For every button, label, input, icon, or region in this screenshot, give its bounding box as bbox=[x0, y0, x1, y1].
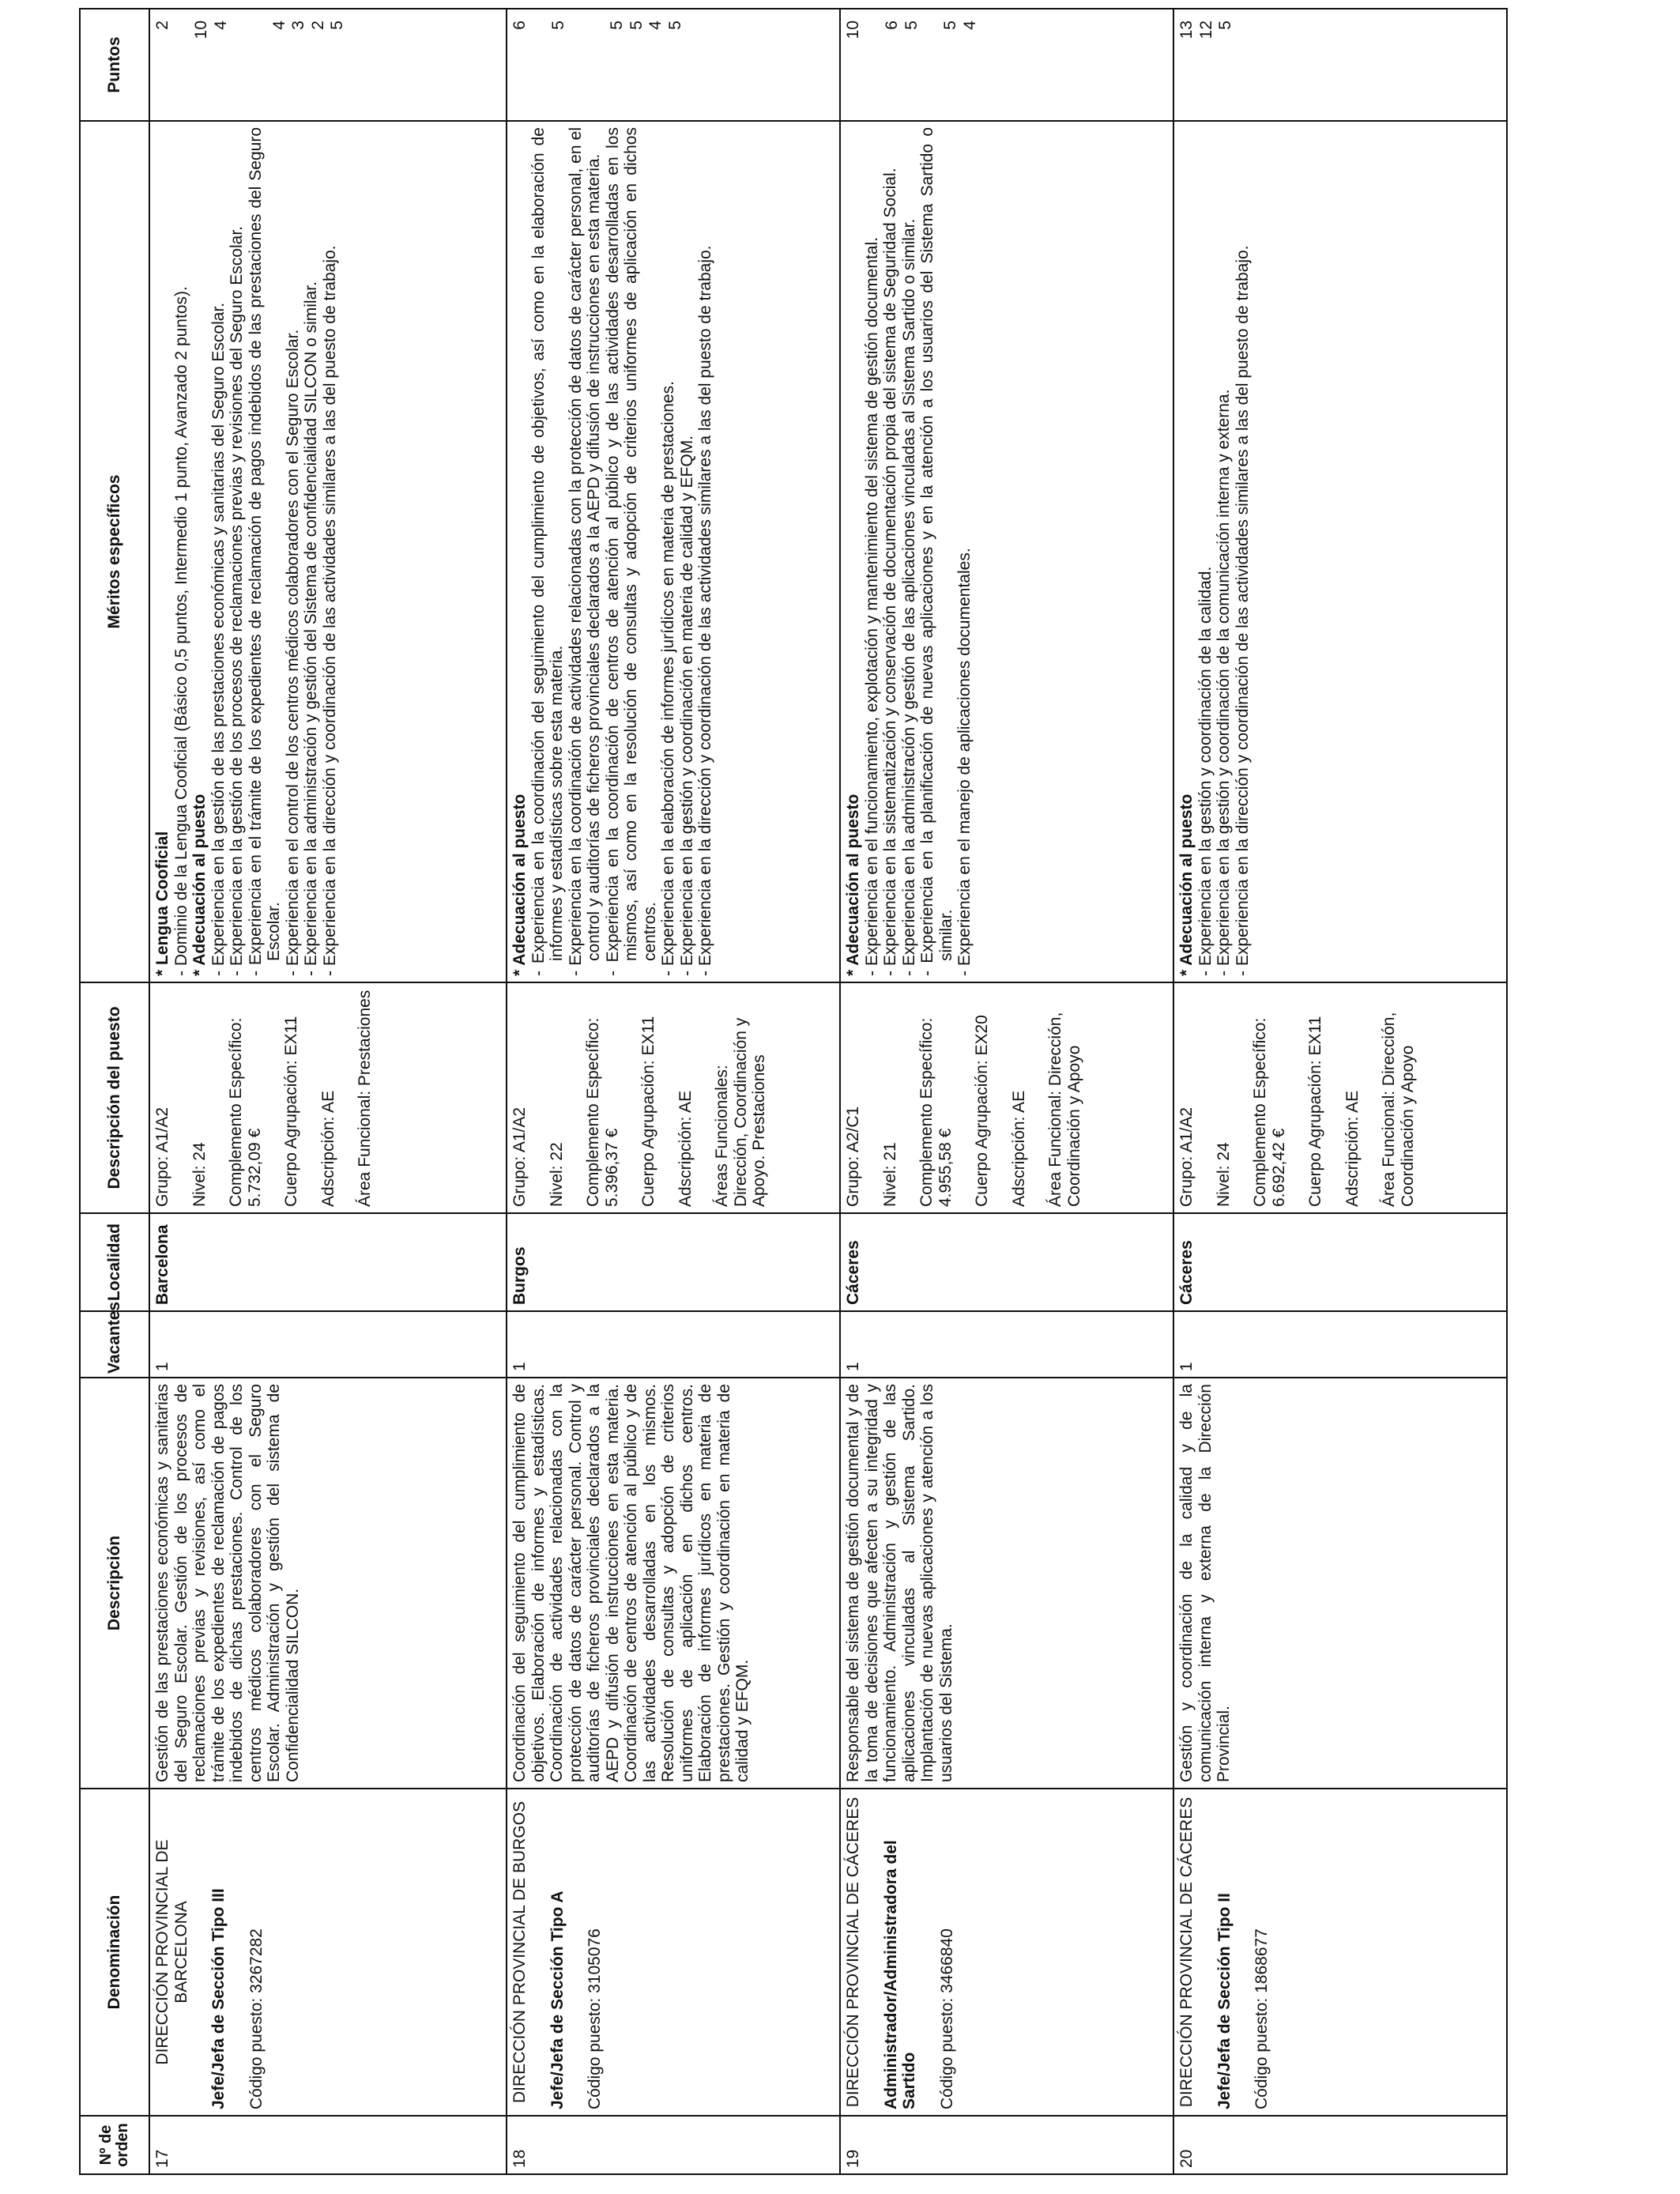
points-value: 2 bbox=[153, 21, 171, 30]
puesto-line: Cuerpo Agrupación: EX11 bbox=[282, 1016, 301, 1207]
points-value: 5 bbox=[665, 21, 684, 30]
header-orden: Nº de orden bbox=[80, 2116, 149, 2174]
puesto-line: Área Funcional: Dirección, Coordinación y Apoyo bbox=[1380, 1012, 1417, 1207]
merit-heading: * Adecuación al puesto bbox=[844, 794, 862, 976]
points-value: 5 bbox=[940, 21, 959, 30]
job-title: Administrador/Administradora del Sartido bbox=[881, 1840, 919, 2109]
points-value: 5 bbox=[607, 21, 626, 30]
points-value: 6 bbox=[510, 21, 529, 30]
points-spacer bbox=[864, 21, 883, 115]
denominacion-cell bbox=[149, 1789, 507, 2116]
table-row bbox=[507, 9, 840, 2174]
points-value: 4 bbox=[646, 21, 665, 30]
localidad-cell: Burgos bbox=[507, 1213, 840, 1311]
points-value: 2 bbox=[308, 21, 327, 30]
localidad-cell: Cáceres bbox=[1173, 1213, 1507, 1311]
header-denominacion: Denominación bbox=[80, 1789, 149, 2116]
puesto-line: Cuerpo Agrupación: EX11 bbox=[1306, 1016, 1325, 1207]
positions-table bbox=[79, 8, 1508, 2175]
department-name: DIRECCIÓN PROVINCIAL DE BURGOS bbox=[510, 1801, 529, 2103]
header-row bbox=[80, 9, 149, 2174]
table-row bbox=[1173, 9, 1507, 2174]
orden-cell: 19 bbox=[840, 2116, 1173, 2174]
points-spacer bbox=[588, 21, 608, 115]
merit-heading: * Lengua Cooficial bbox=[153, 831, 171, 976]
position-code: Código puesto: 3267282 bbox=[247, 1928, 266, 2109]
merit-item: - Experiencia en la administración y gestión del Sistema de confidencialidad SILCON o similar. bbox=[302, 281, 321, 976]
points-value: 5 bbox=[902, 21, 921, 30]
puesto-cell bbox=[507, 982, 840, 1213]
puesto-line: Complemento Específico: 5.396,37 € bbox=[584, 1017, 621, 1207]
descripcion-cell: Gestión de las prestaciones económicas y sanitarias del Seguro Escolar. Gestión de los procesos de reclamaciones previas y revisiones, así como el trámite de los expedientes de reclamación de pagos indebidos de dichas prestaciones. Control de los centros médicos colaboradores con el Seguro Escolar. Administración y gestión del sistema de Confidencialidad SILCON. bbox=[149, 1378, 507, 1789]
table-body bbox=[149, 9, 1507, 2174]
puesto-cell bbox=[840, 982, 1173, 1213]
merit-heading: * Adecuación al puesto bbox=[190, 794, 209, 976]
puesto-line: Nivel: 21 bbox=[880, 1142, 899, 1207]
puesto-line: Cuerpo Agrupación: EX11 bbox=[639, 1016, 658, 1207]
puntos-cell bbox=[149, 9, 507, 121]
points-spacer bbox=[173, 21, 193, 115]
merit-item: - Experiencia en la sistematización y conservación de documentación propia del sistema de Seguridad Social. bbox=[881, 168, 900, 976]
orden-cell: 17 bbox=[149, 2116, 507, 2174]
merit-item: - Experiencia en la gestión y coordinación de la comunicación interna y externa. bbox=[1215, 389, 1234, 976]
puesto-line: Área Funcional: Dirección, Coordinación y Apoyo bbox=[1046, 1012, 1083, 1207]
position-code: Código puesto: 3105076 bbox=[586, 1928, 605, 2109]
meritos-cell bbox=[507, 121, 840, 982]
puesto-line: Adscripción: AE bbox=[318, 1090, 337, 1207]
points-value: 4 bbox=[211, 21, 230, 30]
meritos-cell bbox=[149, 121, 507, 982]
merit-item: - Dominio de la Lengua Cooficial (Básico 0,5 puntos, Intermedio 1 punto, Avanzado 2 puntos). bbox=[171, 286, 190, 976]
puesto-line: Adscripción: AE bbox=[676, 1090, 695, 1207]
vacantes-cell: 1 bbox=[1173, 1311, 1507, 1378]
rotated-page bbox=[79, 9, 1501, 2175]
puesto-line: Grupo: A1/A2 bbox=[510, 1106, 529, 1207]
job-title: Jefe/Jefa de Sección Tipo III bbox=[209, 1888, 228, 2109]
merit-item: - Experiencia en la planificación de nuevas aplicaciones y en la atención a los usuarios del Sistema Sartido o similar. bbox=[918, 127, 955, 976]
merit-item: - Experiencia en la coordinación de actividades relacionadas con la protección de datos de carácter personal, en el control y auditorías de ficheros provinciales declarados a la AEPD y difusión de instrucciones en esta materia. bbox=[566, 127, 604, 976]
points-value: 10 bbox=[844, 21, 862, 40]
merit-item: - Experiencia en la gestión y coordinación en materia de calidad y EFQM. bbox=[677, 435, 696, 976]
points-value: 10 bbox=[192, 21, 211, 40]
points-spacer bbox=[530, 21, 550, 115]
merit-item: - Experiencia en la coordinación de centros de atención al público y de las actividades desarrolladas en los mismos, así como en la resolución de consultas y adopción de criterios uniformes de aplicación en dichos centros. bbox=[603, 127, 659, 976]
merit-item: - Experiencia en la gestión de los procesos de reclamaciones previas y revisiones del Seguro Escolar. bbox=[228, 226, 247, 976]
vacantes-cell: 1 bbox=[507, 1311, 840, 1378]
puntos-cell bbox=[840, 9, 1173, 121]
department-name: DIRECCIÓN PROVINCIAL DE CÁCERES bbox=[1177, 1796, 1196, 2108]
puntos-cell bbox=[1173, 9, 1507, 121]
points-value: 6 bbox=[883, 21, 902, 30]
job-title: Jefe/Jefa de Sección Tipo A bbox=[548, 1891, 567, 2109]
meritos-cell bbox=[1173, 121, 1507, 982]
puesto-line: Nivel: 24 bbox=[1214, 1142, 1233, 1207]
descripcion-cell: Responsable del sistema de gestión documental y de la toma de decisiones que afecten a su integridad y funcionamiento. Administración y gestión de las aplicaciones vinculadas al Sistema Sartido. Implantación de nuevas aplicaciones y atención a los usuarios del Sistema. bbox=[840, 1378, 1173, 1789]
orden-cell: 18 bbox=[507, 2116, 840, 2174]
table-row bbox=[840, 9, 1173, 2174]
points-value: 5 bbox=[549, 21, 568, 30]
header-puntos: Puntos bbox=[80, 9, 149, 121]
puesto-line: Áreas Funcionales: Dirección, Coordinación y Apoyo. Prestaciones bbox=[713, 1017, 769, 1207]
merit-heading: * Adecuación al puesto bbox=[1177, 794, 1196, 976]
puesto-line: Área Funcional: Prestaciones bbox=[356, 990, 375, 1207]
puesto-line: Nivel: 22 bbox=[547, 1142, 566, 1207]
points-value: 3 bbox=[289, 21, 308, 30]
points-value: 5 bbox=[1216, 21, 1235, 30]
points-value: 4 bbox=[960, 21, 979, 30]
merit-item: - Experiencia en la gestión y coordinación de la calidad. bbox=[1196, 566, 1215, 976]
merit-item: - Experiencia en el trámite de los expedientes de reclamación de pagos indebidos de las prestaciones del Seguro Escolar. bbox=[246, 127, 284, 976]
vacantes-cell: 1 bbox=[840, 1311, 1173, 1378]
puesto-cell bbox=[1173, 982, 1507, 1213]
points-value: 5 bbox=[627, 21, 646, 30]
meritos-cell bbox=[840, 121, 1173, 982]
points-value: 5 bbox=[328, 21, 347, 30]
denominacion-cell bbox=[1173, 1789, 1507, 2116]
merit-item: - Experiencia en el manejo de aplicaciones documentales. bbox=[955, 548, 974, 976]
points-spacer bbox=[231, 21, 250, 115]
points-value: 13 bbox=[1177, 21, 1196, 40]
merit-item: - Experiencia en el control de los centros médicos colaboradores con el Seguro Escolar. bbox=[283, 329, 302, 976]
merit-item: - Experiencia en la dirección y coordinación de las actividades similares a las del puesto de trabajo. bbox=[1233, 245, 1252, 976]
department-name: DIRECCIÓN PROVINCIAL DE BARCELONA bbox=[153, 1839, 190, 2065]
puesto-line: Adscripción: AE bbox=[1009, 1090, 1028, 1207]
merit-item: - Experiencia en la elaboración de informes jurídicos en materia de prestaciones. bbox=[659, 381, 678, 976]
localidad-cell: Cáceres bbox=[840, 1213, 1173, 1311]
descripcion-cell: Coordinación del seguimiento del cumplimiento de objetivos. Elaboración de informes y estadísticas. Coordinación de actividades relacionadas con la protección de datos de carácter personal. Control y auditorías de ficheros provinciales declarados a la AEPD y difusión de instrucciones en esta materia. Coordinación de centros de atención al público y de las actividades desarrolladas en los mismos. Resolución de consultas y adopción de criterios uniformes de aplicación en dichos centros. Elaboración de informes jurídicos en materia de prestaciones. Gestión y coordinación en materia de calidad y EFQM. bbox=[507, 1378, 840, 1789]
puesto-line: Cuerpo Agrupación: EX20 bbox=[973, 1015, 992, 1207]
position-code: Código puesto: 1868677 bbox=[1252, 1928, 1271, 2109]
puesto-line: Complemento Específico: 4.955,58 € bbox=[917, 1017, 955, 1207]
table-row bbox=[149, 9, 507, 2174]
points-value: 12 bbox=[1196, 21, 1215, 40]
merit-item: - Experiencia en el funcionamiento, explotación y mantenimiento del sistema de gestión documental. bbox=[862, 236, 881, 976]
descripcion-cell: Gestión y coordinación de la calidad y de la comunicación interna y externa de la Dirección Provincial. bbox=[1173, 1378, 1507, 1789]
header-descripcion-puesto: Descripción del puesto bbox=[80, 982, 149, 1213]
points-value: 4 bbox=[269, 21, 288, 30]
merit-item: - Experiencia en la administración y gestión de las aplicaciones vinculadas al Sistema Sartido o similar. bbox=[899, 218, 918, 976]
merit-heading: * Adecuación al puesto bbox=[510, 794, 529, 976]
points-spacer bbox=[569, 21, 589, 115]
job-title: Jefe/Jefa de Sección Tipo II bbox=[1215, 1893, 1234, 2109]
orden-cell: 20 bbox=[1173, 2116, 1507, 2174]
localidad-cell: Barcelona bbox=[149, 1213, 507, 1311]
vacantes-cell: 1 bbox=[149, 1311, 507, 1378]
department-name: DIRECCIÓN PROVINCIAL DE CÁCERES bbox=[844, 1796, 862, 2108]
merit-item: - Experiencia en la dirección y coordinación de las actividades similares a las del puesto de trabajo. bbox=[320, 245, 339, 976]
puesto-line: Complemento Específico: 5.732,09 € bbox=[227, 1017, 264, 1207]
position-code: Código puesto: 3466840 bbox=[937, 1928, 956, 2109]
denominacion-cell bbox=[507, 1789, 840, 2116]
denominacion-cell bbox=[840, 1789, 1173, 2116]
puesto-cell bbox=[149, 982, 507, 1213]
merit-item: - Experiencia en la gestión de las prestaciones económicas y sanitarias del Seguro Escolar. bbox=[209, 302, 228, 976]
header-vacantes: Vacantes bbox=[80, 1311, 149, 1378]
merit-item: - Experiencia en la dirección y coordinación de las actividades similares a las del puesto de trabajo. bbox=[696, 245, 715, 976]
points-spacer bbox=[921, 21, 941, 115]
puesto-line: Nivel: 24 bbox=[190, 1142, 209, 1207]
header-descripcion: Descripción bbox=[80, 1378, 149, 1789]
header-localidad: Localidad bbox=[80, 1213, 149, 1311]
puesto-line: Grupo: A1/A2 bbox=[1177, 1106, 1196, 1207]
merit-item: - Experiencia en la coordinación del seguimiento del cumplimiento de objetivos, así como en la elaboración de informes y estadísticas sobre esta materia. bbox=[529, 127, 567, 976]
puesto-line: Grupo: A1/A2 bbox=[153, 1106, 171, 1207]
puesto-line: Adscripción: AE bbox=[1343, 1090, 1362, 1207]
puesto-line: Grupo: A2/C1 bbox=[844, 1106, 862, 1207]
header-meritos: Méritos específicos bbox=[80, 121, 149, 982]
puesto-line: Complemento Específico: 6.692,42 € bbox=[1251, 1017, 1288, 1207]
puntos-cell bbox=[507, 9, 840, 121]
points-spacer bbox=[250, 21, 270, 115]
